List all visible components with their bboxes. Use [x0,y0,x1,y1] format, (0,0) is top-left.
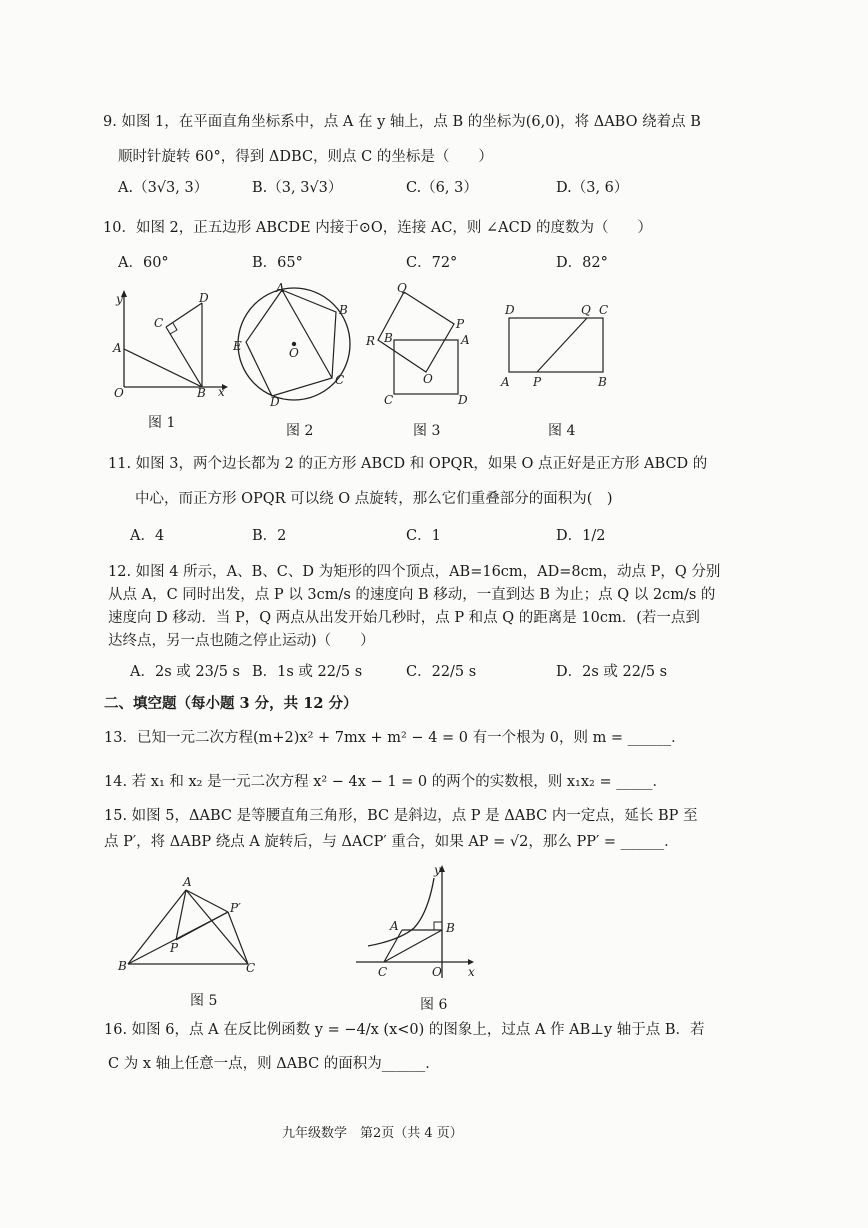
fig1-label-a: A [113,341,122,355]
q12-option-a: A．2s 或 23/5 s [130,664,240,680]
caption-fig5: 图 5 [190,993,218,1009]
q11-option-a: A．4 [130,528,165,544]
q11-option-b: B．2 [252,528,287,544]
q14: 14. 若 x₁ 和 x₂ 是一元二次方程 x² − 4x − 1 = 0 的两个的实数根，则 x₁x₂ = _____． [104,774,667,790]
q15-line2: 点 P′，将 ΔABP 绕点 A 旋转后，与 ΔACP′ 重合，如果 AP = √2，那么 PP′ = ______． [104,834,679,850]
fig3-label-d: D [458,393,468,407]
figure-6 [350,858,490,983]
fig5-label-p: P [170,941,179,955]
q12-line2: 从点 A，C 同时出发，点 P 以 3cm/s 的速度向 B 移动，一直到达 B 为止；点 Q 以 2cm/s 的 [108,587,716,603]
fig3-label-q: Q [397,282,407,295]
fig1-label-x: x [218,385,225,399]
q10-option-a: A．60° [118,255,169,271]
fig6-label-y: y [434,863,441,877]
fig5-label-c: C [246,961,256,975]
fig3-label-a: A [461,333,470,347]
fig6-label-a: A [390,919,399,933]
q16-line1: 16. 如图 6，点 A 在反比例函数 y = −4/x (x<0) 的图象上，过点 A 作 AB⊥y 轴于点 B．若 [104,1022,705,1038]
figure-2 [228,282,358,407]
q12-option-c: C．22/5 s [406,664,477,680]
fig3-label-p: P [456,317,465,331]
q9-option-d: D.（3, 6） [556,180,629,196]
fig1-label-b: B [197,386,206,400]
q11-option-d: D．1/2 [556,528,606,544]
section-2-heading: 二、填空题（每小题 3 分，共 12 分） [104,695,358,712]
q11-line2: 中心，而正方形 OPQR 可以绕 O 点旋转，那么它们重叠部分的面积为( ) [135,491,613,507]
q10-option-d: D．82° [556,255,608,271]
q12-option-b: B．1s 或 22/5 s [252,664,363,680]
caption-fig3: 图 3 [413,423,441,439]
q9-option-c: C.（6, 3） [406,180,478,196]
page-footer: 九年级数学 第2页（共 4 页） [282,1126,463,1141]
q16-line2: C 为 x 轴上任意一点，则 ΔABC 的面积为______． [108,1056,440,1072]
fig2-label-d: D [270,395,280,407]
q10-option-b: B．65° [252,255,303,271]
fig6-label-c: C [378,965,388,979]
q12-line3: 速度向 D 移动．当 P，Q 两点从出发开始几秒时，点 P 和点 Q 的距离是 10cm．(若一点到 [108,610,700,626]
q10-option-c: C．72° [406,255,458,271]
figure-1 [110,285,240,400]
q12-option-d: D．2s 或 22/5 s [556,664,668,680]
caption-fig1: 图 1 [148,415,176,431]
fig2-label-b: B [339,303,348,317]
fig4-label-q: Q [581,303,591,317]
fig3-label-b: B [384,331,393,345]
fig4-label-c: C [599,303,609,317]
caption-fig2: 图 2 [286,423,314,439]
q12-line1: 12. 如图 4 所示，A、B、C、D 为矩形的四个顶点，AB=16cm，AD=8cm，动点 P，Q 分别 [108,564,721,580]
fig3-label-r: R [366,334,376,348]
fig4-label-b: B [598,375,607,389]
caption-fig6: 图 6 [420,997,448,1013]
fig2-label-c: C [335,373,345,387]
fig2-label-o: O [289,346,299,360]
q12-line4: 达终点，另一点也随之停止运动)（ ） [108,633,375,649]
q11-line1: 11. 如图 3，两个边长都为 2 的正方形 ABCD 和 OPQR，如果 O 点正好是正方形 ABCD 的 [108,456,708,472]
figure-5 [112,872,267,977]
q15-line1: 15. 如图 5，ΔABC 是等腰直角三角形，BC 是斜边，点 P 是 ΔABC 内一定点，延长 BP 至 [104,808,698,824]
q9-option-a: A.（3√3, 3） [118,180,209,196]
fig4-label-p: P [533,375,542,389]
fig3-label-o: O [423,372,433,386]
fig2-label-a: A [276,282,285,295]
fig6-label-x: x [468,965,475,979]
fig6-label-b: B [446,921,455,935]
fig5-label-a: A [183,875,192,889]
q9-option-b: B.（3, 3√3） [252,180,343,196]
caption-fig4: 图 4 [548,423,576,439]
q9-line2: 顺时针旋转 60°，得到 ΔDBC，则点 C 的坐标是（ ） [118,149,493,165]
fig2-label-e: E [233,339,242,353]
fig1-label-c: C [154,316,164,330]
figure-3 [360,282,480,407]
q10-line1: 10．如图 2，正五边形 ABCDE 内接于⊙O，连接 AC，则 ∠ACD 的度数为（ ） [103,220,652,236]
fig1-label-y: y [116,292,123,306]
fig4-label-a: A [501,375,510,389]
fig3-label-c: C [384,393,394,407]
fig1-label-o: O [114,386,124,400]
fig5-label-b: B [118,959,127,973]
q13: 13．已知一元二次方程(m+2)x² + 7mx + m² − 4 = 0 有一个根为 0，则 m = ______． [104,730,686,746]
q11-option-c: C．1 [406,528,441,544]
fig1-label-d: D [199,291,209,305]
q9-line1: 9. 如图 1，在平面直角坐标系中，点 A 在 y 轴上，点 B 的坐标为(6,0)，将 ΔABO 绕着点 B [103,114,701,130]
fig6-label-o: O [432,965,442,979]
fig5-label-p-prime: P′ [230,901,241,915]
fig4-label-d: D [505,303,515,317]
figure-4 [495,300,620,395]
